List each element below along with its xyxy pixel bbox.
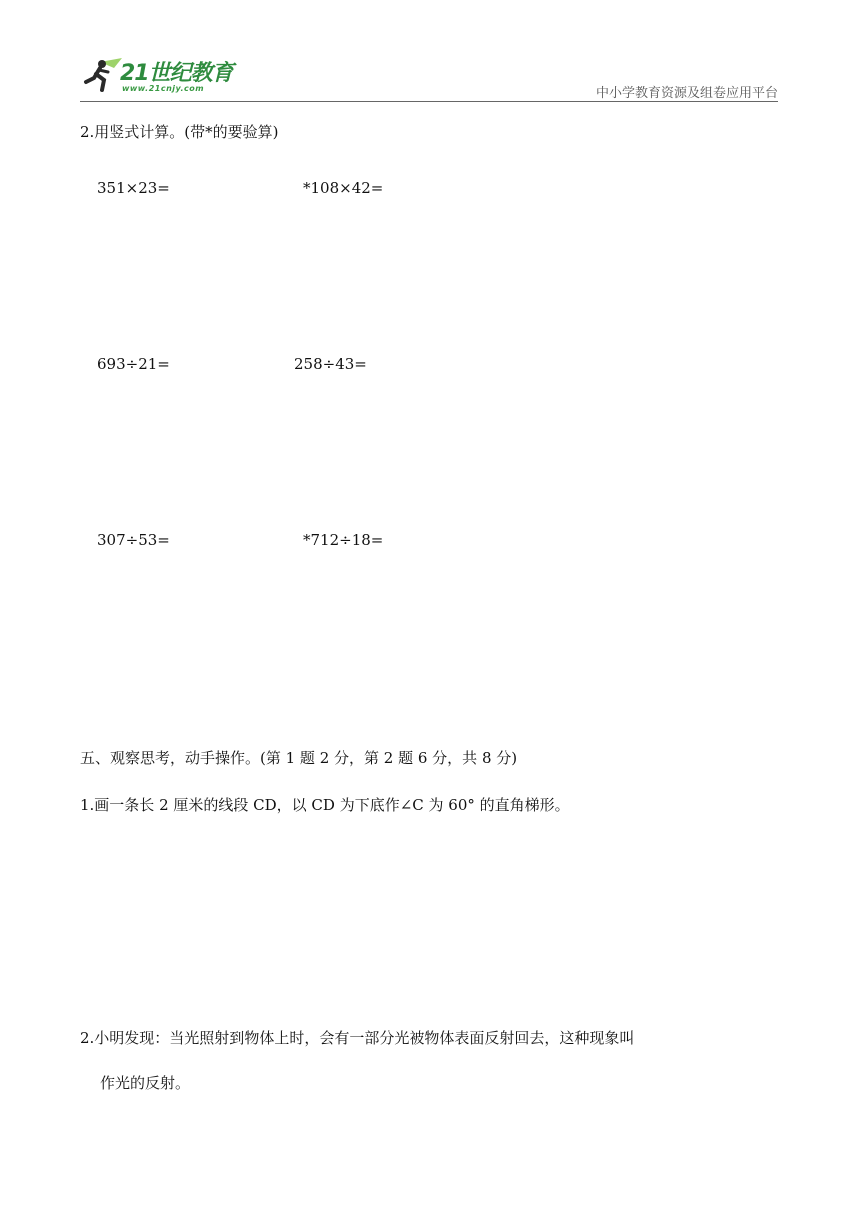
section-heading: 五、观察思考，动手操作。(第 1 题 2 分，第 2 题 6 分，共 8 分)	[80, 749, 518, 767]
logo-url: www.21cnjy.com	[122, 84, 205, 93]
logo	[80, 52, 240, 102]
question-title: 2.用竖式计算。(带*的要验算)	[80, 123, 279, 141]
problem-item: *108×42=	[303, 179, 384, 197]
question-item: 2.小明发现：当光照射到物体上时，会有一部分光被物体表面反射回去，这种现象叫	[80, 1029, 635, 1047]
problem-item: 693÷21=	[97, 355, 170, 373]
runner-logo-icon	[80, 52, 124, 96]
question-item: 1.画一条长 2 厘米的线段 CD，以 CD 为下底作∠C 为 60° 的直角梯形。	[80, 796, 570, 814]
problem-item: 307÷53=	[97, 531, 170, 549]
platform-tagline: 中小学教育资源及组卷应用平台	[595, 86, 778, 101]
problem-item: 258÷43=	[294, 355, 367, 373]
problem-item: 351×23=	[97, 179, 170, 197]
problem-item: *712÷18=	[303, 531, 384, 549]
question-item-continuation: 作光的反射。	[100, 1074, 191, 1092]
page-header	[0, 0, 860, 110]
logo-text: 21世纪教育	[120, 61, 233, 86]
header-divider	[80, 101, 778, 102]
